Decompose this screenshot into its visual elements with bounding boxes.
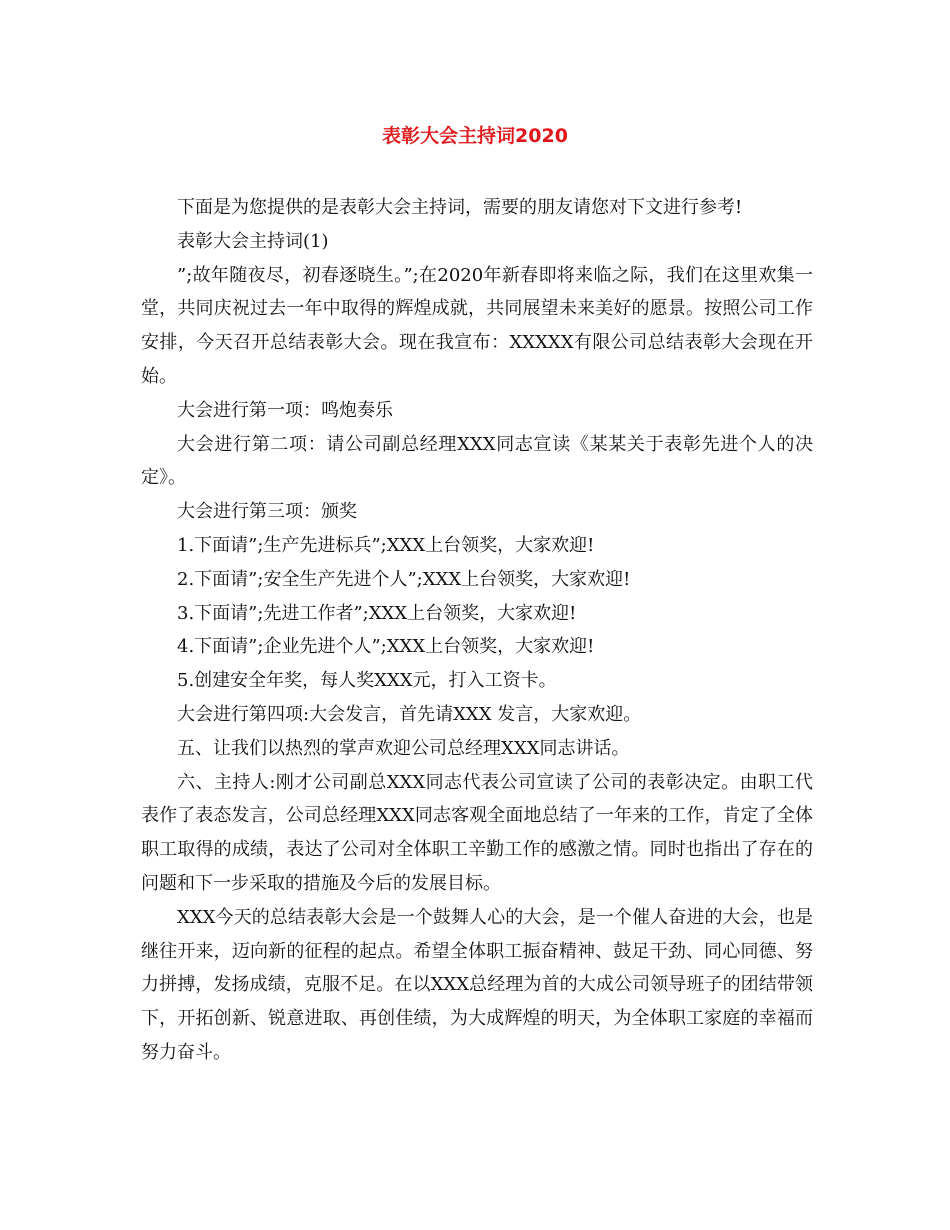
closing-paragraph: XXX今天的总结表彰大会是一个鼓舞人心的大会，是一个催人奋进的大会，也是继往开来，迈向新的征程的起点。希望全体职工振奋精神、鼓足干劲、同心同德、努力拼搏，发扬成绩，克服不足。在以XXX总经理为首的大成公司领导班子的团结带领下，开拓创新、锐意进取、再创佳绩，为大成辉煌的明天，为全体职工家庭的幸福而努力奋斗。 [141,906,813,1063]
award-item-3: 3.下面请”;先进工作者”;XXX上台领奖，大家欢迎! [177,602,577,624]
agenda-item-4: 大会进行第四项:大会发言，首先请XXX 发言，大家欢迎。 [177,703,642,725]
agenda-item-2: 大会进行第二项：请公司副总经理XXX同志宣读《某某关于表彰先进个人的决定》。 [141,433,813,489]
agenda-item-1: 大会进行第一项：鸣炮奏乐 [177,399,393,421]
agenda-item-5: 五、让我们以热烈的掌声欢迎公司总经理XXX同志讲话。 [177,737,630,759]
award-item-1: 1.下面请”;生产先进标兵”;XXX上台领奖，大家欢迎! [177,534,595,556]
award-item-5: 5.创建安全年奖，每人奖XXX元，打入工资卡。 [177,670,557,692]
paragraph-opening: ”;故年随夜尽，初春逐晓生。”;在2020年新春即将来临之际，我们在这里欢集一堂，共同庆祝过去一年中取得的辉煌成就，共同展望未来美好的愿景。按照公司工作安排，今天召开总结表彰大会。现在我宣布：XXXXX有限公司总结表彰大会现在开始。 [141,264,813,387]
agenda-item-3: 大会进行第三项：颁奖 [177,501,357,523]
award-item-4: 4.下面请”;企业先进个人”;XXX上台领奖，大家欢迎! [177,636,595,658]
host-summary-paragraph: 六、主持人:刚才公司副总XXX同志代表公司宣读了公司的表彰决定。由职工代表作了表态发言，公司总经理XXX同志客观全面地总结了一年来的工作，肯定了全体职工取得的成绩，表达了公司对全体职工辛勤工作的感激之情。同时也指出了存在的问题和下一步采取的措施及今后的发展目标。 [141,771,813,894]
document-body [141,191,813,1070]
award-item-2: 2.下面请”;安全生产先进个人”;XXX上台领奖，大家欢迎! [177,568,631,590]
paragraph-intro: 下面是为您提供的是表彰大会主持词，需要的朋友请您对下文进行参考! [177,197,743,218]
document-title: 表彰大会主持词2020 [382,125,568,147]
section-heading: 表彰大会主持词(1) [177,230,329,252]
